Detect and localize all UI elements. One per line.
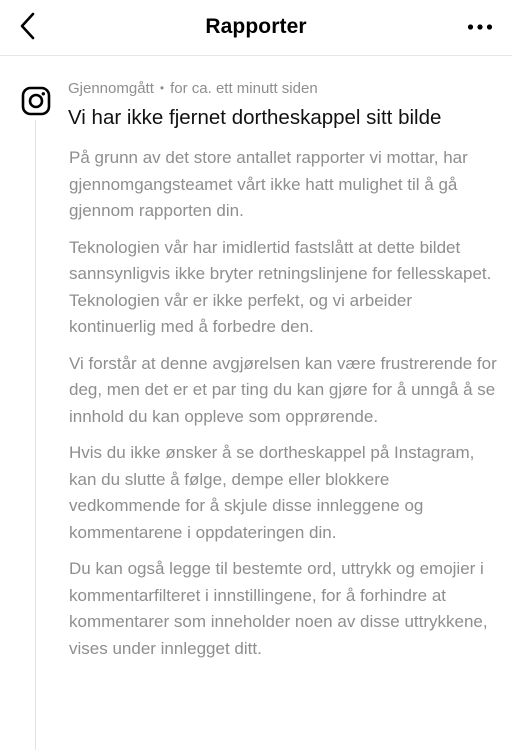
- paragraph: Hvis du ikke ønsker å se dortheskappel på Instagram, kan du slutte å følge, dempe eller blokkere vedkommende for å skjule disse innleggene og kommentarene i oppdateringen din.: [69, 443, 475, 542]
- top-bar: [0, 0, 512, 56]
- paragraph: Du kan også legge til bestemte ord, uttrykk og emojier i kommentarfilteret i innstillingene, for å forhindre at kommentarer som inneholder noen av disse uttrykkene, vises under innlegget ditt.: [69, 559, 488, 658]
- more-options-button[interactable]: [462, 10, 498, 44]
- paragraph: Vi forstår at denne avgjørelsen kan være frustrerende for deg, men det er et par ting du kan gjøre for å unngå å se innhold du kan oppleve som opprørende.: [69, 353, 497, 426]
- report-decision: Vi har ikke fjernet dortheskappel sitt bilde: [68, 106, 442, 129]
- more-horizontal-icon: [467, 23, 493, 31]
- meta-separator: •: [159, 81, 165, 95]
- instagram-icon: [21, 86, 51, 116]
- paragraph: På grunn av det store antallet rapporter vi mottar, har gjennomgangsteamet vårt ikke hatt mulighet til å gå gjennom rapporten din.: [69, 148, 468, 220]
- report-explanation: [69, 145, 499, 672]
- timeline-line: [35, 120, 36, 750]
- report-time: for ca. ett minutt siden: [170, 80, 318, 97]
- page-title: Rapporter: [205, 15, 307, 38]
- paragraph: Teknologien vår har imidlertid fastslått at dette bildet sannsynligvis ikke bryter retningslinjene for fellesskapet. Teknologien vår er ikke perfekt, og vi arbeider kontinuerlig med å forbedre den.: [69, 237, 492, 336]
- report-status: Gjennomgått: [68, 80, 154, 97]
- report-meta: [68, 78, 318, 99]
